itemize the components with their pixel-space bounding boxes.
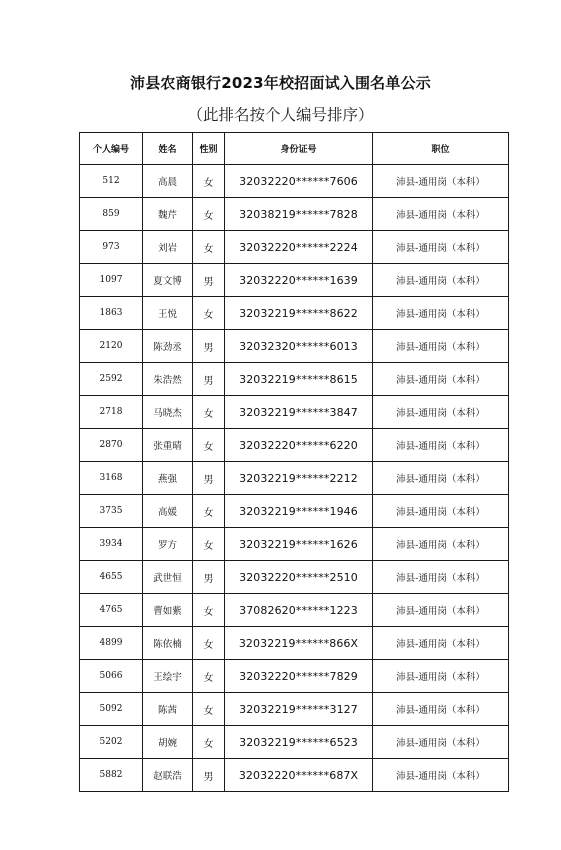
- table-row: [80, 627, 509, 660]
- cell-name: 陈茜: [143, 693, 193, 726]
- cell-personal-number: 512: [80, 165, 143, 198]
- cell-name: 王绘宇: [143, 660, 193, 693]
- cell-position: 沛县-通用岗（本科）: [373, 396, 509, 429]
- cell-gender: 女: [193, 231, 225, 264]
- header-row: [80, 133, 509, 165]
- cell-name: 胡婉: [143, 726, 193, 759]
- cell-personal-number: 2592: [80, 363, 143, 396]
- cell-position: 沛县-通用岗（本科）: [373, 165, 509, 198]
- table-row: [80, 759, 509, 792]
- cell-personal-number: 1097: [80, 264, 143, 297]
- cell-position: 沛县-通用岗（本科）: [373, 726, 509, 759]
- cell-personal-number: 5202: [80, 726, 143, 759]
- header-gender: 性别: [193, 133, 225, 165]
- cell-gender: 男: [193, 363, 225, 396]
- cell-name: 张重晴: [143, 429, 193, 462]
- cell-id-number: 32032219******866X: [225, 627, 373, 660]
- cell-name: 王悦: [143, 297, 193, 330]
- document-title: 沛县农商银行2023年校招面试入围名单公示: [130, 74, 431, 92]
- table-row: [80, 660, 509, 693]
- cell-name: 赵联浩: [143, 759, 193, 792]
- cell-gender: 男: [193, 462, 225, 495]
- cell-personal-number: 859: [80, 198, 143, 231]
- cell-id-number: 32032220******7606: [225, 165, 373, 198]
- cell-gender: 女: [193, 660, 225, 693]
- table-row: [80, 462, 509, 495]
- cell-name: 陈劲丞: [143, 330, 193, 363]
- cell-gender: 男: [193, 759, 225, 792]
- table-row: [80, 561, 509, 594]
- cell-gender: 女: [193, 594, 225, 627]
- cell-gender: 女: [193, 726, 225, 759]
- header-personal-number: 个人编号: [80, 133, 143, 165]
- candidate-table: [79, 132, 509, 792]
- cell-gender: 女: [193, 396, 225, 429]
- cell-gender: 女: [193, 198, 225, 231]
- cell-id-number: 32032320******6013: [225, 330, 373, 363]
- cell-personal-number: 1863: [80, 297, 143, 330]
- table-row: [80, 429, 509, 462]
- cell-position: 沛县-通用岗（本科）: [373, 627, 509, 660]
- cell-id-number: 37082620******1223: [225, 594, 373, 627]
- cell-personal-number: 3168: [80, 462, 143, 495]
- cell-id-number: 32032220******2510: [225, 561, 373, 594]
- cell-gender: 女: [193, 528, 225, 561]
- table-row: [80, 363, 509, 396]
- cell-gender: 女: [193, 495, 225, 528]
- header-position: 职位: [373, 133, 509, 165]
- table-row: [80, 264, 509, 297]
- table-row: [80, 396, 509, 429]
- table-row: [80, 726, 509, 759]
- cell-id-number: 32032219******8615: [225, 363, 373, 396]
- cell-personal-number: 5092: [80, 693, 143, 726]
- cell-id-number: 32032220******6220: [225, 429, 373, 462]
- cell-position: 沛县-通用岗（本科）: [373, 462, 509, 495]
- cell-name: 魏芹: [143, 198, 193, 231]
- table-row: [80, 297, 509, 330]
- table-body: [80, 165, 509, 792]
- cell-position: 沛县-通用岗（本科）: [373, 363, 509, 396]
- cell-name: 高晨: [143, 165, 193, 198]
- cell-personal-number: 4655: [80, 561, 143, 594]
- cell-name: 刘岩: [143, 231, 193, 264]
- cell-position: 沛县-通用岗（本科）: [373, 561, 509, 594]
- cell-position: 沛县-通用岗（本科）: [373, 198, 509, 231]
- cell-name: 罗方: [143, 528, 193, 561]
- cell-id-number: 32032220******2224: [225, 231, 373, 264]
- cell-gender: 女: [193, 429, 225, 462]
- table-row: [80, 165, 509, 198]
- cell-personal-number: 5882: [80, 759, 143, 792]
- cell-gender: 男: [193, 330, 225, 363]
- cell-personal-number: 973: [80, 231, 143, 264]
- cell-personal-number: 2870: [80, 429, 143, 462]
- cell-id-number: 32038219******7828: [225, 198, 373, 231]
- cell-position: 沛县-通用岗（本科）: [373, 693, 509, 726]
- cell-id-number: 32032220******7829: [225, 660, 373, 693]
- cell-gender: 女: [193, 693, 225, 726]
- table-row: [80, 231, 509, 264]
- cell-id-number: 32032219******1626: [225, 528, 373, 561]
- cell-personal-number: 2120: [80, 330, 143, 363]
- cell-position: 沛县-通用岗（本科）: [373, 297, 509, 330]
- cell-position: 沛县-通用岗（本科）: [373, 264, 509, 297]
- cell-name: 高媛: [143, 495, 193, 528]
- cell-position: 沛县-通用岗（本科）: [373, 660, 509, 693]
- cell-gender: 男: [193, 264, 225, 297]
- cell-name: 陈依楠: [143, 627, 193, 660]
- cell-name: 朱浩然: [143, 363, 193, 396]
- cell-id-number: 32032219******1946: [225, 495, 373, 528]
- table-row: [80, 693, 509, 726]
- header-id-number: 身份证号: [225, 133, 373, 165]
- cell-id-number: 32032219******6523: [225, 726, 373, 759]
- cell-gender: 男: [193, 561, 225, 594]
- cell-position: 沛县-通用岗（本科）: [373, 759, 509, 792]
- cell-id-number: 32032220******687X: [225, 759, 373, 792]
- table-row: [80, 495, 509, 528]
- cell-position: 沛县-通用岗（本科）: [373, 429, 509, 462]
- cell-id-number: 32032219******8622: [225, 297, 373, 330]
- cell-id-number: 32032219******3127: [225, 693, 373, 726]
- cell-gender: 女: [193, 627, 225, 660]
- cell-position: 沛县-通用岗（本科）: [373, 495, 509, 528]
- cell-position: 沛县-通用岗（本科）: [373, 231, 509, 264]
- cell-personal-number: 3934: [80, 528, 143, 561]
- cell-personal-number: 5066: [80, 660, 143, 693]
- header-name: 姓名: [143, 133, 193, 165]
- table-row: [80, 330, 509, 363]
- cell-name: 曹如紫: [143, 594, 193, 627]
- cell-personal-number: 4765: [80, 594, 143, 627]
- cell-personal-number: 2718: [80, 396, 143, 429]
- cell-id-number: 32032219******2212: [225, 462, 373, 495]
- table-row: [80, 198, 509, 231]
- cell-name: 武世恒: [143, 561, 193, 594]
- table-row: [80, 594, 509, 627]
- cell-id-number: 32032219******3847: [225, 396, 373, 429]
- table-row: [80, 528, 509, 561]
- cell-personal-number: 3735: [80, 495, 143, 528]
- cell-name: 夏文博: [143, 264, 193, 297]
- cell-position: 沛县-通用岗（本科）: [373, 528, 509, 561]
- cell-position: 沛县-通用岗（本科）: [373, 594, 509, 627]
- table-header: [80, 133, 509, 165]
- cell-gender: 女: [193, 165, 225, 198]
- cell-name: 燕强: [143, 462, 193, 495]
- cell-gender: 女: [193, 297, 225, 330]
- cell-position: 沛县-通用岗（本科）: [373, 330, 509, 363]
- cell-personal-number: 4899: [80, 627, 143, 660]
- cell-id-number: 32032220******1639: [225, 264, 373, 297]
- cell-name: 马晓杰: [143, 396, 193, 429]
- document-subtitle: （此排名按个人编号排序）: [187, 106, 374, 124]
